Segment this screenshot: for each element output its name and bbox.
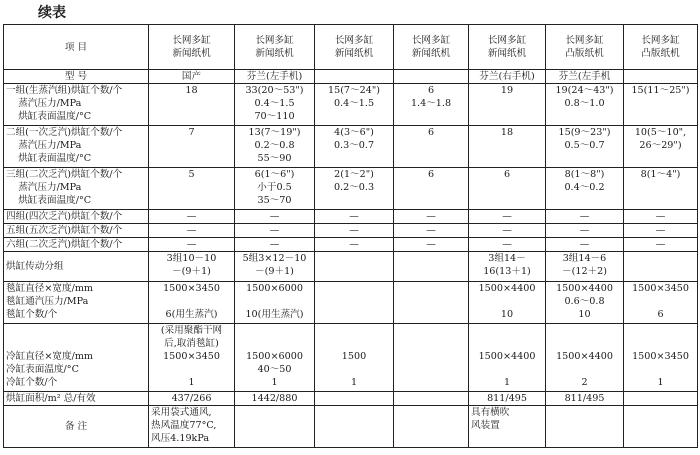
column-header: 长网多缸 新闻纸机: [469, 25, 546, 70]
data-cell: [149, 282, 235, 324]
cell-value: —: [394, 238, 469, 252]
data-cell: [469, 168, 546, 210]
cell-value: (采用聚酯干网 后,取消毯缸) 1500×3450 1: [160, 325, 223, 388]
cell-value: —: [546, 210, 624, 224]
data-cell: [235, 126, 315, 168]
data-cell: [624, 126, 698, 168]
cell-value: 国产: [149, 70, 235, 84]
data-cell: [469, 126, 546, 168]
cell-value: 1500×4400 2: [556, 351, 613, 388]
spec-table: [3, 24, 698, 448]
cell-value: [315, 70, 394, 84]
row-label-line: 烘缸表面温度/°C: [6, 111, 92, 122]
row-label: [4, 126, 149, 168]
data-cell: [469, 282, 546, 324]
cell-value: 6: [427, 127, 435, 138]
row-label-line: 一组(生蒸汽组)烘缸个数/个: [6, 85, 123, 96]
cell-value: —: [235, 210, 315, 224]
data-cell: [624, 252, 698, 282]
table-caption: 续表: [38, 5, 66, 21]
data-cell: [235, 282, 315, 324]
header-item-cell: 项 目: [4, 25, 149, 70]
data-cell: [394, 126, 469, 168]
cell-value: —: [624, 210, 698, 224]
cell-value: —: [394, 224, 469, 238]
empty-group-row: [4, 224, 698, 238]
data-cell: [149, 406, 235, 448]
cell-value: 1500×4400 10: [478, 283, 536, 320]
row-label: 六组(二次乏汽)烘缸个数/个: [4, 238, 149, 252]
cell-value: 7: [188, 127, 195, 138]
row-label-line: 毯缸通汽压力/MPa: [6, 296, 89, 307]
row-label-line: 毯缸个数/个: [6, 309, 58, 320]
cell-value: 2(1～2") 0.2～0.3: [333, 169, 375, 193]
data-cell: [315, 324, 394, 392]
row-label: [4, 84, 149, 126]
row-label-line: 蒸汽压力/MPa: [6, 182, 82, 193]
cell-value: [624, 70, 698, 84]
row-label: 烘缸面积/m² 总/有效: [4, 392, 149, 406]
model-row: [4, 70, 698, 84]
data-cell: [394, 282, 469, 324]
header-row: [4, 25, 698, 70]
cell-value: —: [315, 224, 394, 238]
row-label-line: 蒸汽压力/MPa: [6, 140, 82, 151]
cell-value: 6: [503, 169, 511, 180]
cell-value: 具有横吹 风装置: [471, 407, 510, 431]
cell-value: —: [469, 210, 546, 224]
cell-value: 19: [500, 85, 514, 96]
cell-value: 19(24～43") 0.8～1.0: [555, 85, 614, 109]
cell-value: 18: [185, 85, 198, 96]
data-cell: [546, 252, 624, 282]
data-cell: [546, 84, 624, 126]
cell-value: —: [235, 238, 315, 252]
data-cell: [235, 168, 315, 210]
data-cell: [546, 126, 624, 168]
data-cell: [624, 282, 698, 324]
column-header: 长网多缸 新闻纸机: [315, 25, 394, 70]
dryer-group-row: [4, 168, 698, 210]
cell-value: —: [546, 238, 624, 252]
cell-value: —: [315, 238, 394, 252]
cell-value: 811/495: [546, 392, 624, 406]
data-cell: [235, 324, 315, 392]
cell-value: 芬兰(左手机: [546, 70, 624, 84]
cell-value: —: [469, 238, 546, 252]
cell-value: 芬兰(左手机): [235, 70, 315, 84]
cell-value: 33(20～53") 0.4～1.5 70～110: [245, 85, 304, 122]
row-label-line: 烘缸表面温度/°C: [6, 195, 92, 206]
data-cell: [394, 84, 469, 126]
cell-value: 4(3～6") 0.3～0.7: [333, 127, 375, 151]
dryer-group-row: [4, 126, 698, 168]
cell-value: [394, 392, 469, 406]
cell-value: 1500×4400 1: [478, 351, 536, 388]
cell-value: 3组14－ 16(13＋1): [483, 253, 531, 277]
remarks-row: [4, 406, 698, 448]
row-label: 备 注: [4, 406, 149, 448]
cell-value: [315, 392, 394, 406]
row-label: 型 号: [4, 70, 149, 84]
data-cell: [315, 84, 394, 126]
cell-value: 5组3×12－10 －(9＋1): [242, 253, 307, 277]
data-cell: [469, 406, 546, 448]
cell-value: 3组10－10 －(9＋1): [166, 253, 217, 277]
row-label-line: 烘缸表面温度/°C: [6, 153, 92, 164]
cell-value: —: [394, 210, 469, 224]
cell-value: —: [469, 224, 546, 238]
cell-value: 1500×3450 6(用生蒸汽): [163, 283, 220, 320]
cell-value: 1500×3450 1: [632, 351, 689, 388]
cell-value: 15(11～25"): [631, 85, 690, 96]
data-cell: [315, 168, 394, 210]
drive-row: [4, 252, 698, 282]
row-label-line: 冷缸个数/个: [6, 377, 58, 388]
cell-value: 3组14－6 －(12＋2): [562, 253, 607, 277]
cell-value: —: [624, 238, 698, 252]
cell-value: 811/495: [469, 392, 546, 406]
column-header: 长网多缸 凸版纸机: [624, 25, 698, 70]
row-label-line: 蒸汽压力/MPa: [6, 98, 82, 109]
column-header: 长网多缸 新闻纸机: [149, 25, 235, 70]
cell-value: 10(5～10", 26～29"): [634, 127, 687, 151]
cell-value: [394, 70, 469, 84]
cell-value: 1500×6000 40～50 1: [246, 351, 303, 388]
cell-value: 1500×6000 10(用生蒸汽): [245, 283, 304, 320]
data-cell: [394, 324, 469, 392]
dryer-area-row: [4, 392, 698, 406]
cell-value: 15(9～23") 0.5～0.7: [558, 127, 611, 151]
cell-value: [624, 392, 698, 406]
cell-value: 5: [188, 169, 195, 180]
column-header: 长网多缸 凸版纸机: [546, 25, 624, 70]
cell-value: 15(7～24") 0.4～1.5: [327, 85, 380, 109]
cell-value: —: [624, 224, 698, 238]
data-cell: [394, 406, 469, 448]
row-label-line: 冷缸表面温度/°C: [6, 364, 79, 375]
data-cell: [149, 84, 235, 126]
data-cell: [546, 406, 624, 448]
column-header: 长网多缸 新闻纸机: [235, 25, 315, 70]
data-cell: [235, 84, 315, 126]
cell-value: —: [546, 224, 624, 238]
cell-value: —: [149, 210, 235, 224]
data-cell: [315, 252, 394, 282]
cell-value: 1442/880: [235, 392, 315, 406]
data-cell: [624, 324, 698, 392]
row-label-line: [6, 337, 146, 350]
data-cell: [149, 252, 235, 282]
data-cell: [149, 324, 235, 392]
row-label: [4, 324, 149, 392]
empty-group-row: [4, 238, 698, 252]
cell-value: 芬兰(右手机): [469, 70, 546, 84]
cell-value: 437/266: [149, 392, 235, 406]
felt-dryer-row: [4, 282, 698, 324]
cell-value: 6(1～6") 小于0.5 35～70: [254, 169, 295, 206]
cell-value: —: [235, 224, 315, 238]
cell-value: 1500×3450 6: [632, 283, 689, 320]
cell-value: 1500 1: [341, 351, 367, 388]
data-cell: [469, 84, 546, 126]
row-label: 四组(四次乏汽)烘缸个数/个: [4, 210, 149, 224]
cell-value: 13(7～19") 0.2～0.8 55～90: [248, 127, 301, 164]
data-cell: [624, 406, 698, 448]
data-cell: [546, 282, 624, 324]
row-label-line: 二组(一次乏汽)烘缸个数/个: [6, 127, 123, 138]
cell-value: —: [149, 238, 235, 252]
data-cell: [469, 252, 546, 282]
cell-value: —: [315, 210, 394, 224]
data-cell: [235, 252, 315, 282]
column-header: 长网多缸 新闻纸机: [394, 25, 469, 70]
cooling-row: [4, 324, 698, 392]
data-cell: [624, 168, 698, 210]
row-label: [4, 168, 149, 210]
row-label-line: 冷缸直径×宽度/mm: [6, 351, 94, 362]
data-cell: [149, 126, 235, 168]
cell-value: —: [149, 224, 235, 238]
row-label: 五组(五次乏汽)烘缸个数/个: [4, 224, 149, 238]
data-cell: [149, 168, 235, 210]
data-cell: [624, 84, 698, 126]
data-cell: [394, 252, 469, 282]
data-cell: [546, 324, 624, 392]
cell-value: 6: [427, 169, 435, 180]
data-cell: [394, 168, 469, 210]
cell-value: 18: [500, 127, 514, 138]
data-cell: [546, 168, 624, 210]
cell-value: 6 1.4～1.8: [410, 85, 452, 109]
cell-value: 采用袋式通风, 热风温度77°C, 风压4.19kPa: [151, 407, 217, 444]
row-label-line: 毯缸直径×宽度/mm: [6, 283, 94, 294]
data-cell: [315, 282, 394, 324]
data-cell: [469, 324, 546, 392]
dryer-group-row: [4, 84, 698, 126]
data-cell: [315, 126, 394, 168]
empty-group-row: [4, 210, 698, 224]
row-label-line: 三组(二次乏汽)烘缸个数/个: [6, 169, 123, 180]
cell-value: 8(1～4"): [640, 169, 681, 180]
cell-value: 1500×4400 0.6～0.8 10: [556, 283, 613, 320]
row-label: [4, 282, 149, 324]
spacer: [6, 324, 146, 337]
cell-value: 8(1～8") 0.4～0.2: [564, 169, 605, 193]
row-label: 烘缸传动分组: [4, 252, 149, 282]
data-cell: [235, 406, 315, 448]
data-cell: [315, 406, 394, 448]
